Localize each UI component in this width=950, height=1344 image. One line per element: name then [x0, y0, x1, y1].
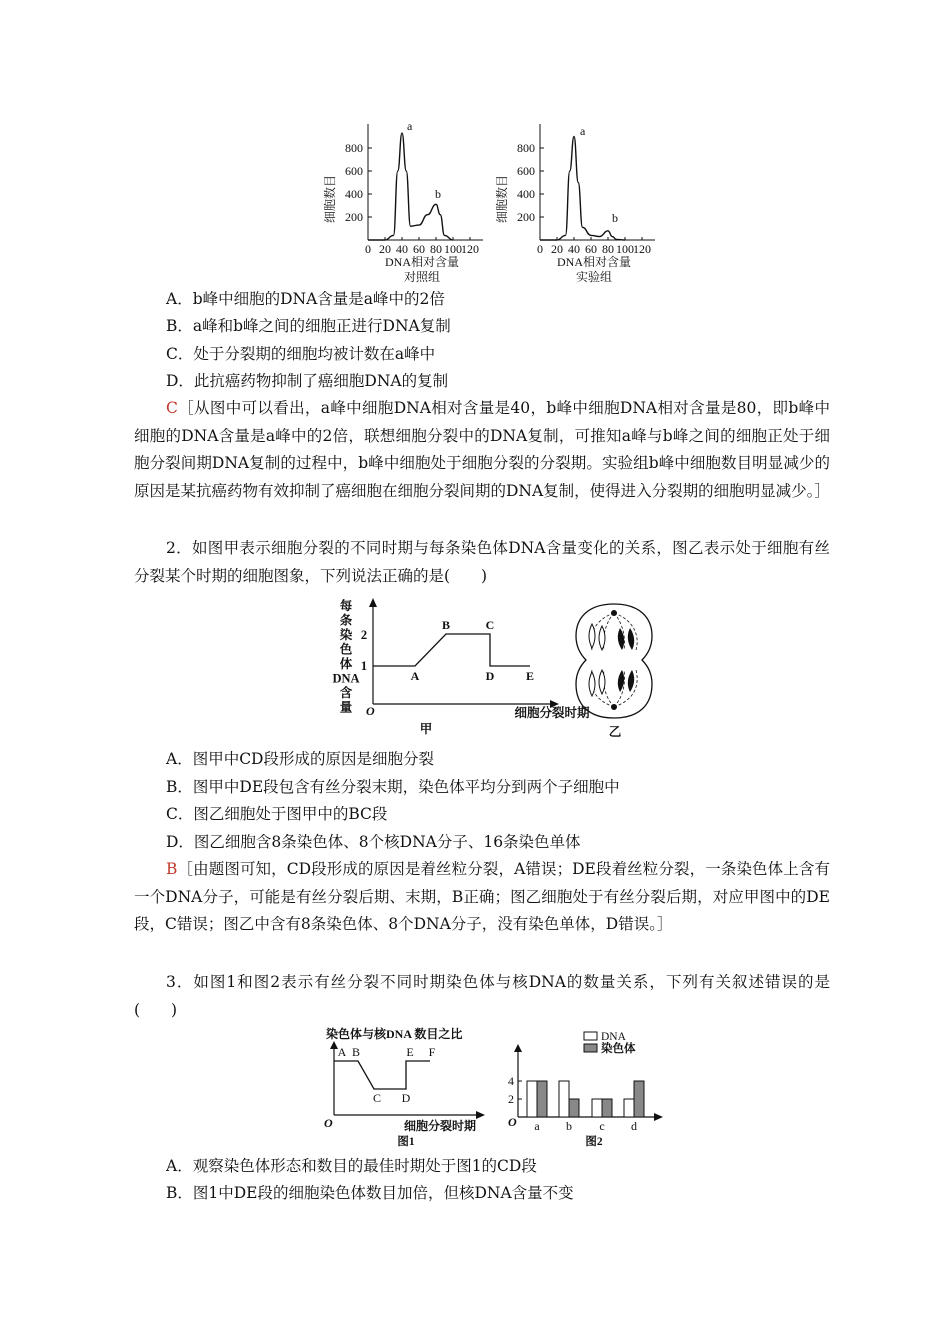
jia-tick-1: 1: [360, 659, 368, 673]
fig1-point-B: B: [351, 1045, 361, 1059]
legend-chrom-swatch: [584, 1044, 597, 1052]
fig2-y-arrow: [514, 1044, 522, 1052]
experiment-xlabel: DNA相对含量: [557, 255, 631, 269]
experiment-ylabel: 细胞数目: [495, 174, 509, 224]
fig2-origin: O: [508, 1115, 517, 1129]
q1-explanation: [134, 395, 830, 505]
fig-jia: [332, 598, 590, 736]
q1-option-c: C．处于分裂期的细胞均被计数在a峰中: [166, 345, 436, 363]
jia-tick-2: 2: [360, 628, 368, 642]
c-ytick-label-200: 200: [345, 210, 363, 224]
c-xtick-label-0: 0: [365, 242, 371, 256]
fig1-point-D: D: [401, 1091, 411, 1105]
e-xtick-label-80: 80: [602, 242, 614, 256]
control-peak-a-label: a: [407, 119, 413, 133]
e-xtick-label-20: 20: [551, 242, 563, 256]
c-ytick-label-600: 600: [345, 164, 363, 178]
bar-a-dna: [527, 1081, 537, 1117]
experiment-peak-b-label: b: [612, 211, 618, 225]
e-ytick-label-800: 800: [517, 141, 535, 155]
fig1-xlabel: 细胞分裂时期: [403, 1119, 477, 1133]
control-panel: [322, 119, 483, 284]
q1-option-a: A．b峰中细胞的DNA含量是a峰中的2倍: [166, 290, 445, 308]
dna-histogram-svg: [318, 112, 668, 287]
chromosomes-top: [589, 624, 634, 650]
jia-y-arrow: [369, 598, 377, 607]
c-xtick-label-60: 60: [413, 242, 425, 256]
q3-option-b: B．图1中DE段的细胞染色体数目加倍，但核DNA含量不变: [166, 1184, 574, 1202]
q2-option-a: A．图甲中CD段形成的原因是细胞分裂: [166, 750, 434, 768]
q2-option-d: D．图乙细胞含8条染色体、8个核DNA分子、16条染色单体: [166, 833, 581, 851]
c-xtick-label-40: 40: [396, 242, 408, 256]
q1-option-b: B．a峰和b峰之间的细胞正进行DNA复制: [166, 317, 451, 335]
jia-point-B: B: [441, 618, 451, 632]
fig1-point-C: C: [372, 1091, 382, 1105]
spindle-fibers: [591, 613, 637, 707]
fig1-origin: O: [324, 1116, 333, 1130]
experiment-panel: [494, 124, 655, 284]
q2-explanation: [134, 856, 830, 939]
cell-membrane: [576, 604, 652, 718]
e-ytick-label-400: 400: [517, 187, 535, 201]
legend-dna-label: DNA: [601, 1031, 626, 1043]
fig1-point-F: F: [428, 1045, 436, 1059]
c-xtick-label-80: 80: [430, 242, 442, 256]
bar-d-chromosome: [634, 1081, 644, 1117]
e-ytick-label-600: 600: [517, 164, 535, 178]
e-ytick-label-200: 200: [517, 210, 535, 224]
jia-point-E: E: [525, 669, 535, 683]
bar-d-dna: [624, 1099, 634, 1117]
q1-option-d: D．此抗癌药物抑制了癌细胞DNA的复制: [166, 372, 449, 390]
jia-point-D: D: [485, 669, 495, 683]
fig1-title: 染色体与核DNA 数目之比: [326, 1027, 463, 1041]
jia-point-A: A: [410, 669, 420, 683]
fig2-category-c: c: [599, 1119, 605, 1133]
bar-c-chromosome: [602, 1099, 612, 1117]
legend-dna-swatch: [584, 1032, 597, 1040]
bar-b-dna: [559, 1081, 569, 1117]
e-xtick-label-60: 60: [585, 242, 597, 256]
control-xlabel: DNA相对含量: [385, 255, 459, 269]
fig2-ytick-label-2: 2: [508, 1092, 514, 1106]
legend-chrom-label: 染色体: [601, 1043, 636, 1055]
fig1-curve: [334, 1061, 430, 1089]
q2-explanation-text: ［由题图可知，CD段形成的原因是着丝粒分裂，A错误；DE段着丝粒分裂，一条染色体上含有一个DNA分子，可能是有丝分裂后期、末期，B正确；图乙细胞处于有丝分裂后期，对应甲图中的DE段，C错误；图乙中含有8条染色体、8个DNA分子，没有染色单体，D错误。］: [134, 860, 830, 933]
jia-origin: O: [366, 704, 375, 718]
control-peak-b-label: b: [435, 187, 441, 201]
q2-figure: [330, 596, 670, 742]
c-ytick-label-800: 800: [345, 141, 363, 155]
q3-stem: 3．如图1和图2表示有丝分裂不同时期染色体与核DNA的数量关系，下列有关叙述错误的是( ): [134, 973, 830, 1019]
jia-ylabel: 每条染色体 DNA 含量: [332, 599, 360, 715]
c-ytick-label-400: 400: [345, 187, 363, 201]
fig2-x-arrow: [654, 1113, 663, 1121]
q3-fig1: [324, 1026, 485, 1148]
q3-figure-svg: [318, 1022, 678, 1152]
e-xtick-label-40: 40: [568, 242, 580, 256]
q2-figure-svg: [330, 596, 670, 742]
chromosomes-bottom: [589, 670, 634, 696]
e-xtick-label-100: 100: [616, 242, 634, 256]
q2-stem: 2．如图甲表示细胞分裂的不同时期与每条染色体DNA含量变化的关系，图乙表示处于细胞有丝分裂某个时期的细胞图象，下列说法正确的是( ): [134, 539, 830, 585]
fig1-caption: 图1: [397, 1136, 415, 1148]
fig2-category-a: a: [534, 1119, 540, 1133]
fig2-ytick-label-4: 4: [508, 1074, 514, 1088]
bar-c-dna: [592, 1099, 602, 1117]
fig1-point-E: E: [406, 1045, 414, 1059]
c-xtick-label-20: 20: [379, 242, 391, 256]
control-caption: 对照组: [403, 270, 441, 284]
jia-xlabel: 细胞分裂时期: [514, 706, 590, 720]
jia-curve: [373, 634, 530, 666]
fig2-category-b: b: [566, 1119, 572, 1133]
fig1-x-arrow: [476, 1111, 485, 1119]
q2-option-c: C．图乙细胞处于图甲中的BC段: [166, 805, 388, 823]
fig2-caption: 图2: [585, 1136, 603, 1148]
e-xtick-label-120: 120: [633, 242, 651, 256]
q1-answer: C: [166, 399, 178, 417]
q3-fig2: [508, 1031, 663, 1148]
jia-point-C: C: [485, 618, 495, 632]
fig1-point-A: A: [337, 1045, 347, 1059]
q2-option-b: B．图甲中DE段包含有丝分裂末期，染色体平均分到两个子细胞中: [166, 778, 620, 796]
bar-a-chromosome: [537, 1081, 547, 1117]
q1-explanation-text: ［从图中可以看出，a峰中细胞DNA相对含量是40，b峰中细胞DNA相对含量是80，即b峰中细胞的DNA含量是a峰中的2倍，联想细胞分裂中的DNA复制，可推知a峰与b峰之间的细胞正处于细胞分裂间期DNA复制的过程中，b峰中细胞处于细胞分裂的分裂期。实验组b峰中细胞数目明显减少的原因是某抗癌药物有效抑制了癌细胞在细胞分裂间期的DNA复制，使得进入分裂期的细胞明显减少。］: [134, 399, 830, 500]
q3-figure: [318, 1022, 678, 1152]
e-xtick-label-0: 0: [537, 242, 543, 256]
yi-caption: 乙: [608, 725, 622, 739]
c-xtick-label-100: 100: [444, 242, 462, 256]
control-ylabel: 细胞数目: [323, 174, 337, 224]
experiment-caption: 实验组: [575, 270, 613, 284]
fig2-category-d: d: [631, 1119, 637, 1133]
q3-option-a: A．观察染色体形态和数目的最佳时期处于图1的CD段: [166, 1157, 537, 1175]
c-xtick-label-120: 120: [461, 242, 479, 256]
jia-caption: 甲: [419, 722, 433, 736]
experiment-peak-a-label: a: [580, 124, 586, 138]
bar-b-chromosome: [569, 1099, 579, 1117]
q2-answer: B: [166, 860, 178, 878]
dna-histogram-figure: [318, 112, 668, 287]
